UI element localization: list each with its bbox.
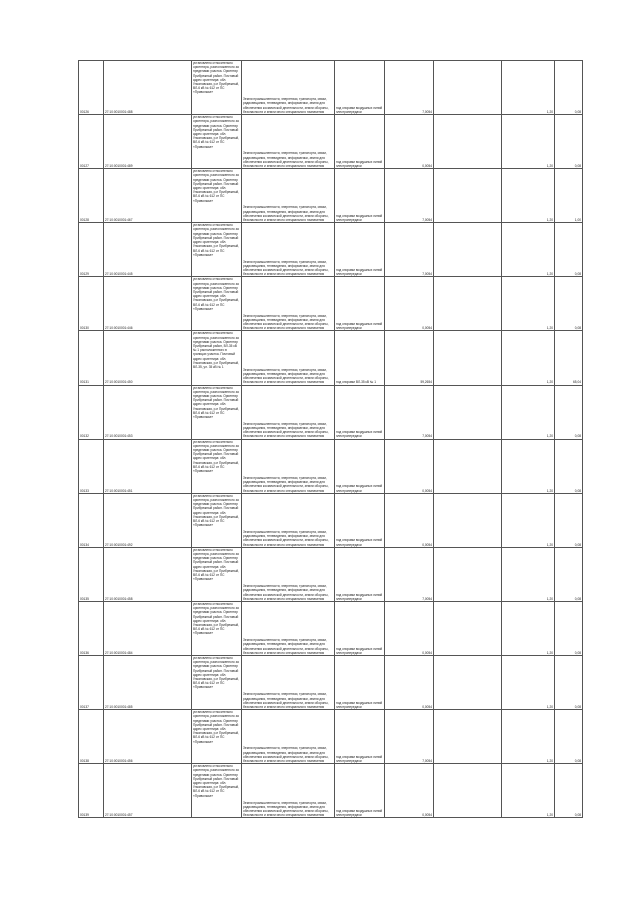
empty-cell [434,61,502,115]
rate-cell: 1,20 [502,115,555,169]
rate-cell: 1,20 [502,277,555,331]
land-category-cell: Земли промышленности, энергетики, транспорта, связи, радиовещания, телевидения, информатики, земли для обеспечения космической деятельности, земли обороны, безопасности и земли иного специального назначения [242,439,335,493]
area-cell: 0,0054 [385,656,434,710]
cadastral-number-cell: 27:10:0010001:445 [104,223,192,277]
tax-amount-cell: 0,08 [555,710,583,764]
rate-cell: 1,20 [502,764,555,818]
table-row [79,115,583,169]
land-category-cell: Земли промышленности, энергетики, транспорта, связи, радиовещания, телевидения, информатики, земли для обеспечения космической деятельности, земли обороны, безопасности и земли иного специального назначения [242,169,335,223]
table-row [79,439,583,493]
rate-cell: 1,20 [502,656,555,710]
rate-cell: 1,20 [502,601,555,655]
rate-cell: 1,20 [502,223,555,277]
row-number-cell: 00133 [79,439,104,493]
area-cell: 0,0054 [385,115,434,169]
rate-cell: 1,20 [502,547,555,601]
rate-cell: 1,20 [502,61,555,115]
permitted-use-cell: под опорами воздушных линий электропередачи [335,547,385,601]
empty-cell [434,331,502,385]
area-cell: 7,0054 [385,385,434,439]
rate-cell: 1,20 [502,169,555,223]
cadastral-number-cell: 27:10:0010001:457 [104,764,192,818]
area-cell: 0,0054 [385,493,434,547]
empty-cell [434,656,502,710]
rate-cell: 1,20 [502,493,555,547]
land-category-cell: Земли промышленности, энергетики, транспорта, связи, радиовещания, телевидения, информатики, земли для обеспечения космической деятельности, земли обороны, безопасности и земли иного специального назначения [242,277,335,331]
empty-cell [434,223,502,277]
tax-amount-cell: 1,00 [555,169,583,223]
table-row [79,277,583,331]
permitted-use-cell: под опорами воздушных линий электропередачи [335,710,385,764]
empty-cell [434,115,502,169]
empty-cell [434,385,502,439]
cadastral-number-cell: 27:10:0010001:488 [104,61,192,115]
land-category-cell: Земли промышленности, энергетики, транспорта, связи, радиовещания, телевидения, информатики, земли для обеспечения космической деятельности, земли обороны, безопасности и земли иного специального назначения [242,601,335,655]
location-description-cell: установлено относительно ориентира, расположенного за пределами участка. Ориентир Прибрежный район. Почтовый адрес ориентира: обл. Ульяновская, р-н Прибрежный, ВЛ-6 кВ № 612 от ПС «Приволжье» [192,710,242,764]
table-row [79,764,583,818]
permitted-use-cell: под опорами воздушных линий электропередачи [335,656,385,710]
table-row [79,61,583,115]
land-category-cell: Земли промышленности, энергетики, транспорта, связи, радиовещания, телевидения, информатики, земли для обеспечения космической деятельности, земли обороны, безопасности и земли иного специального назначения [242,61,335,115]
tax-amount-cell: 0,08 [555,385,583,439]
tax-amount-cell: 65,04 [555,331,583,385]
row-number-cell: 00137 [79,656,104,710]
table-row [79,601,583,655]
land-category-cell: Земли промышленности, энергетики, транспорта, связи, радиовещания, телевидения, информатики, земли для обеспечения космической деятельности, земли обороны, безопасности и земли иного специального назначения [242,493,335,547]
land-category-cell: Земли промышленности, энергетики, транспорта, связи, радиовещания, телевидения, информатики, земли для обеспечения космической деятельности, земли обороны, безопасности и земли иного специального назначения [242,656,335,710]
row-number-cell: 00136 [79,601,104,655]
area-cell: 7,0054 [385,223,434,277]
row-number-cell: 00128 [79,169,104,223]
area-cell: 7,0054 [385,61,434,115]
land-category-cell: Земли промышленности, энергетики, транспорта, связи, радиовещания, телевидения, информатики, земли для обеспечения космической деятельности, земли обороны, безопасности и земли иного специального назначения [242,710,335,764]
tax-amount-cell: 0,08 [555,656,583,710]
permitted-use-cell: под опорами воздушных линий электропередачи [335,169,385,223]
location-description-cell: установлено относительно ориентира, расположенного за пределами участка. Ориентир Прибрежный район. Почтовый адрес ориентира: обл. Ульяновская, р-н Прибрежный, ВЛ-6 кВ № 612 от ПС «Приволжье» [192,547,242,601]
location-description-cell: установлено относительно ориентира, расположенного за пределами участка. Ориентир Прибрежный район. Почтовый адрес ориентира: обл. Ульяновская, р-н Прибрежный, ВЛ-6 кВ № 612 от ПС «Приволжье» [192,601,242,655]
empty-cell [434,601,502,655]
area-cell: 7,0054 [385,710,434,764]
row-number-cell: 00139 [79,764,104,818]
cadastral-number-cell: 27:10:0010001:458 [104,547,192,601]
table-row [79,493,583,547]
area-cell: 0,0054 [385,439,434,493]
land-parcel-table [78,60,583,818]
cadastral-number-cell: 27:10:0010001:489 [104,115,192,169]
location-description-cell: установлено относительно ориентира, расположенного за пределами участка. Ориентир Прибрежный район. Почтовый адрес ориентира: обл. Ульяновская, р-н Прибрежный, ВЛ-6 кВ № 612 от ПС «Приволжье» [192,277,242,331]
cadastral-number-cell: 27:10:0010001:453 [104,385,192,439]
row-number-cell: 00131 [79,331,104,385]
empty-cell [434,169,502,223]
location-description-cell: установлено относительно ориентира, расположенного за пределами участка. Ориентир Прибрежный район. Почтовый адрес ориентира: обл. Ульяновская, р-н Прибрежный, ВЛ-6 кВ № 612 от ПС «Приволжье» [192,439,242,493]
permitted-use-cell: под опорами воздушных линий электропередачи [335,439,385,493]
permitted-use-cell: под опорами воздушных линий электропередачи [335,61,385,115]
location-description-cell: установлено относительно ориентира, расположенного за пределами участка. Ориентир Прибрежный район. Почтовый адрес ориентира: обл. Ульяновская, р-н Прибрежный, ВЛ-6 кВ № 612 от ПС «Приволжье» [192,385,242,439]
cadastral-number-cell: 27:10:0010001:446 [104,277,192,331]
permitted-use-cell: под опорами воздушных линий электропередачи [335,115,385,169]
row-number-cell: 00130 [79,277,104,331]
rate-cell: 1,20 [502,331,555,385]
location-description-cell: установлено относительно ориентира, расположенного за пределами участка. Ориентир Прибрежный район. Почтовый адрес ориентира: обл. Ульяновская, р-н Прибрежный, ВЛ-6 кВ № 612 от ПС «Приволжье» [192,115,242,169]
permitted-use-cell: под опорами воздушных линий электропередачи [335,764,385,818]
table-row [79,223,583,277]
land-category-cell: Земли промышленности, энергетики, транспорта, связи, радиовещания, телевидения, информатики, земли для обеспечения космической деятельности, земли обороны, безопасности и земли иного специального назначения [242,331,335,385]
location-description-cell: установлено относительно ориентира, расположенного за пределами участка. Ориентир Прибрежный район. Почтовый адрес ориентира: обл. Ульяновская, р-н Прибрежный, ВЛ-6 кВ № 612 от ПС «Приволжье» [192,169,242,223]
cadastral-number-cell: 27:10:0010001:492 [104,493,192,547]
table-row [79,331,583,385]
permitted-use-cell: под опорами воздушных линий электропередачи [335,277,385,331]
location-description-cell: установлено относительно ориентира, расположенного за пределами участка. Ориентир Прибрежный район. Почтовый адрес ориентира: обл. Ульяновская, р-н Прибрежный, ВЛ-6 кВ № 612 от ПС «Приволжье» [192,493,242,547]
tax-amount-cell: 0,08 [555,277,583,331]
cadastral-number-cell: 27:10:0010001:451 [104,439,192,493]
rate-cell: 1,20 [502,710,555,764]
table-row [79,656,583,710]
empty-cell [434,547,502,601]
row-number-cell: 00127 [79,115,104,169]
empty-cell [434,439,502,493]
tax-amount-cell: 0,08 [555,115,583,169]
land-category-cell: Земли промышленности, энергетики, транспорта, связи, радиовещания, телевидения, информатики, земли для обеспечения космической деятельности, земли обороны, безопасности и земли иного специального назначения [242,115,335,169]
land-category-cell: Земли промышленности, энергетики, транспорта, связи, радиовещания, телевидения, информатики, земли для обеспечения космической деятельности, земли обороны, безопасности и земли иного специального назначения [242,223,335,277]
permitted-use-cell: под опорами воздушных линий электропередачи [335,493,385,547]
area-cell: 0,0054 [385,764,434,818]
tax-amount-cell: 0,08 [555,764,583,818]
permitted-use-cell: под опорами воздушных линий электропередачи [335,385,385,439]
cadastral-number-cell: 27:10:0010001:467 [104,169,192,223]
row-number-cell: 00129 [79,223,104,277]
land-category-cell: Земли промышленности, энергетики, транспорта, связи, радиовещания, телевидения, информатики, земли для обеспечения космической деятельности, земли обороны, безопасности и земли иного специального назначения [242,547,335,601]
row-number-cell: 00135 [79,547,104,601]
cadastral-number-cell: 27:10:0010001:484 [104,601,192,655]
location-description-cell: установлено относительно ориентира, расположенного за пределами участка. Ориентир Прибрежный район. Почтовый адрес ориентира: обл. Ульяновская, р-н Прибрежный, ВЛ-6 кВ № 612 от ПС «Приволжье» [192,656,242,710]
table-row [79,710,583,764]
row-number-cell: 00138 [79,710,104,764]
area-cell: 0,0054 [385,277,434,331]
permitted-use-cell: под опорами ВЛ-35 кВ № 1 [335,331,385,385]
area-cell: 59,2654 [385,331,434,385]
table-row [79,547,583,601]
tax-amount-cell: 0,08 [555,223,583,277]
area-cell: 7,0054 [385,547,434,601]
empty-cell [434,764,502,818]
empty-cell [434,277,502,331]
location-description-cell: установлено относительно ориентира, расположенного за пределами участка. Ориентир Прибрежный район. Почтовый адрес ориентира: обл. Ульяновская, р-н Прибрежный, ВЛ-6 кВ № 612 от ПС «Приволжье» [192,223,242,277]
tax-amount-cell: 0,08 [555,601,583,655]
rate-cell: 1,20 [502,439,555,493]
permitted-use-cell: под опорами воздушных линий электропередачи [335,601,385,655]
cadastral-number-cell: 27:10:0010001:485 [104,656,192,710]
location-description-cell: установлено относительно ориентира, расположенного за пределами участка. Ориентир Прибрежный район. Почтовый адрес ориентира: обл. Ульяновская, р-н Прибрежный, ВЛ-6 кВ № 612 от ПС «Приволжье» [192,764,242,818]
row-number-cell: 00134 [79,493,104,547]
table-row [79,169,583,223]
area-cell: 7,0054 [385,169,434,223]
location-description-cell: установлено относительно ориентира, расположенного за пределами участка. Ориентир Прибрежный район, ВЛ-35 кВ № 1 расположенного в границах участка. Почтовый адрес ориентира: обл. Ульяновская, р-н Прибрежный, ВЛ-35, ул. 35 кВ № 1 [192,331,242,385]
tax-amount-cell: 0,08 [555,439,583,493]
row-number-cell: 00126 [79,61,104,115]
permitted-use-cell: под опорами воздушных линий электропередачи [335,223,385,277]
land-category-cell: Земли промышленности, энергетики, транспорта, связи, радиовещания, телевидения, информатики, земли для обеспечения космической деятельности, земли обороны, безопасности и земли иного специального назначения [242,764,335,818]
cadastral-number-cell: 27:10:0010001:450 [104,331,192,385]
area-cell: 0,0054 [385,601,434,655]
row-number-cell: 00132 [79,385,104,439]
land-category-cell: Земли промышленности, энергетики, транспорта, связи, радиовещания, телевидения, информатики, земли для обеспечения космической деятельности, земли обороны, безопасности и земли иного специального назначения [242,385,335,439]
cadastral-number-cell: 27:10:0010001:456 [104,710,192,764]
tax-amount-cell: 0,08 [555,493,583,547]
empty-cell [434,710,502,764]
tax-amount-cell: 0,08 [555,547,583,601]
table-body [79,61,583,818]
table-row [79,385,583,439]
rate-cell: 1,20 [502,385,555,439]
location-description-cell: установлено относительно ориентира, расположенного за пределами участка. Ориентир Прибрежный район. Почтовый адрес ориентира: обл. Ульяновская, р-н Прибрежный, ВЛ-6 кВ № 612 от ПС «Приволжье» [192,61,242,115]
empty-cell [434,493,502,547]
tax-amount-cell: 0,08 [555,61,583,115]
